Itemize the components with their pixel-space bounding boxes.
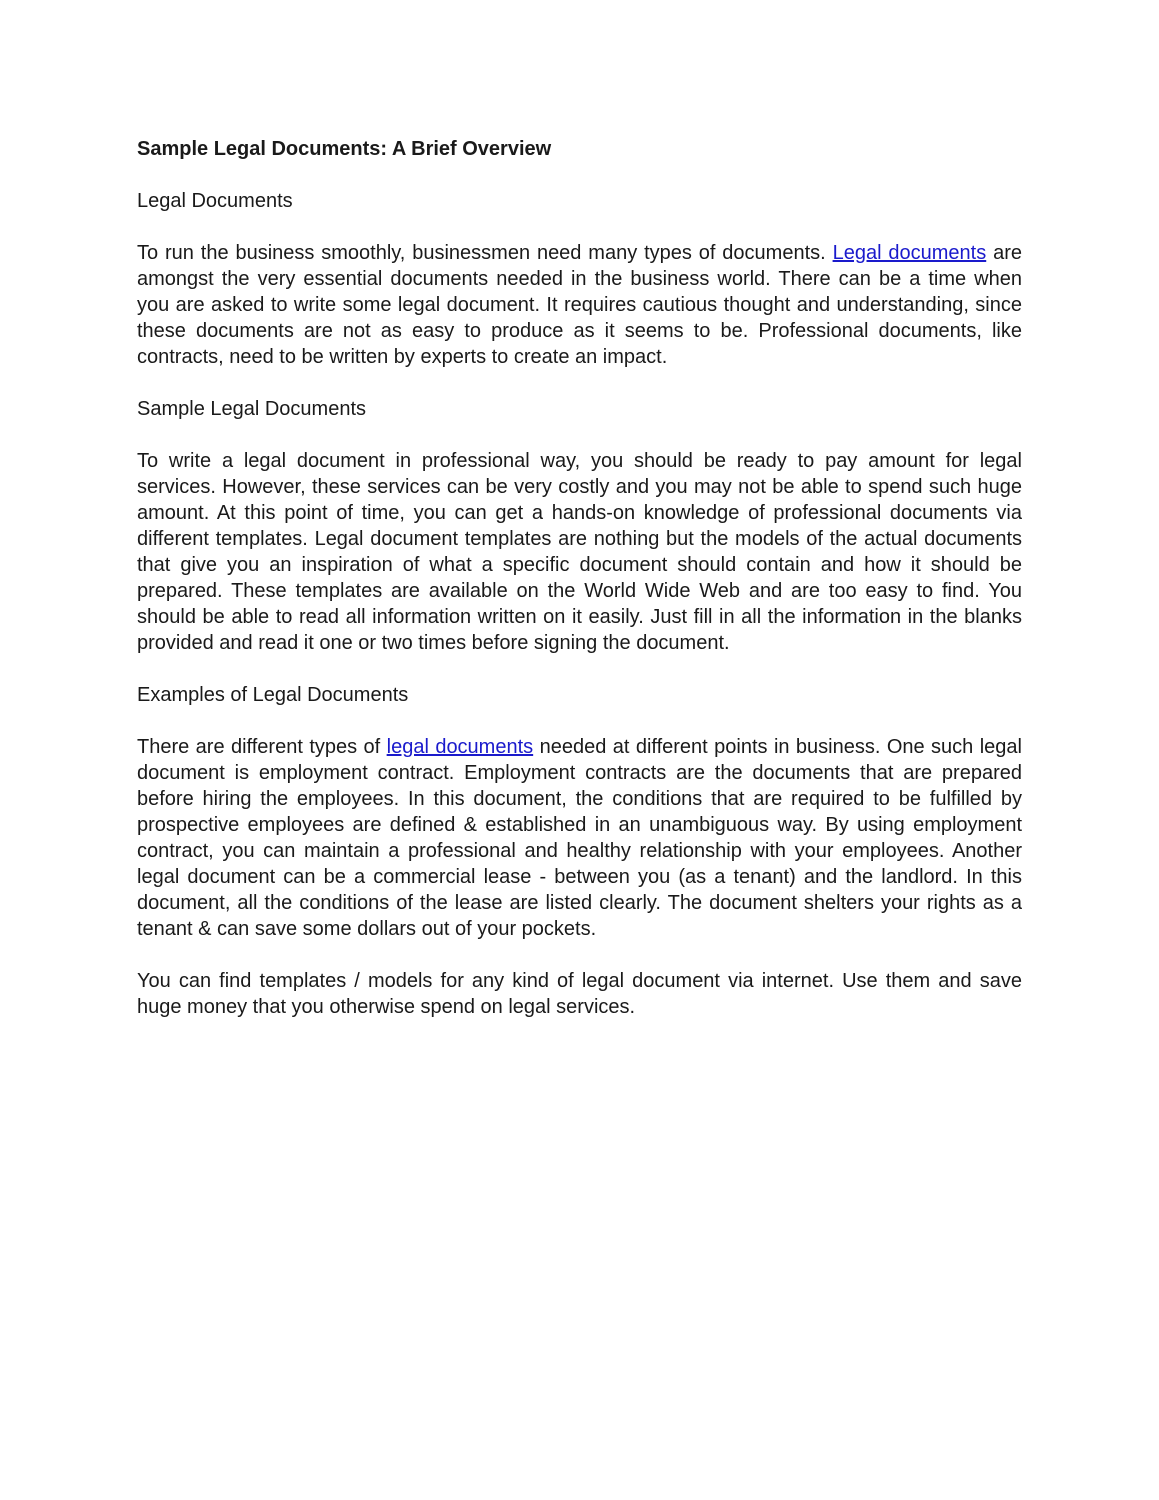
paragraph-text: There are different types of [137,736,387,758]
paragraph-sample-legal-documents: To write a legal document in professional way, you should be ready to pay amount for legal services. However, these services can be very costly and you may not be able to spend such huge amount. At this point of time, you can get a hands-on knowledge of professional documents via different templates. Legal document templates are nothing but the models of the actual documents that give you an inspiration of what a specific document should contain and how it should be prepared. These templates are available on the World Wide Web and are too easy to find. You should be able to read all information written on it easily. Just fill in all the information in the blanks provided and read it one or two times before signing the document. [137,450,1022,654]
document-page [137,136,1022,1046]
document-title: Sample Legal Documents: A Brief Overview [137,138,552,160]
section-heading-sample-legal-documents: Sample Legal Documents [137,398,367,420]
paragraph-examples [137,734,1022,942]
legal-documents-link[interactable]: Legal documents [832,242,987,264]
section-heading-examples: Examples of Legal Documents [137,684,409,706]
paragraph-text: are amongst the very essential documents needed in the business world. There can be a time when you are asked to write some legal document. It requires cautious thought and understanding, since these documents are not as easy to produce as it seems to be. Professional documents, like contracts, need to be written by experts to create an impact. [137,242,1022,368]
paragraph-text: needed at different points in business. One such legal document is employment contract. Employment contracts are the documents that are prepared before hiring the employees. In this document, the conditions that are required to be fulfilled by prospective employees are defined & established in an unambiguous way. By using employment contract, you can maintain a professional and healthy relationship with your employees. Another legal document can be a commercial lease - between you (as a tenant) and the landlord. In this document, all the conditions of the lease are listed clearly. The document shelters your rights as a tenant & can save some dollars out of your pockets. [137,736,1022,940]
paragraph-text: To run the business smoothly, businessmen need many types of documents. [137,242,833,264]
section-heading-legal-documents: Legal Documents [137,190,293,212]
closing-paragraph: You can find templates / models for any kind of legal document via internet. Use them and save huge money that you otherwise spend on legal services. [137,970,1022,1018]
legal-documents-link-2[interactable]: legal documents [386,736,534,758]
paragraph-legal-documents [137,240,1022,370]
